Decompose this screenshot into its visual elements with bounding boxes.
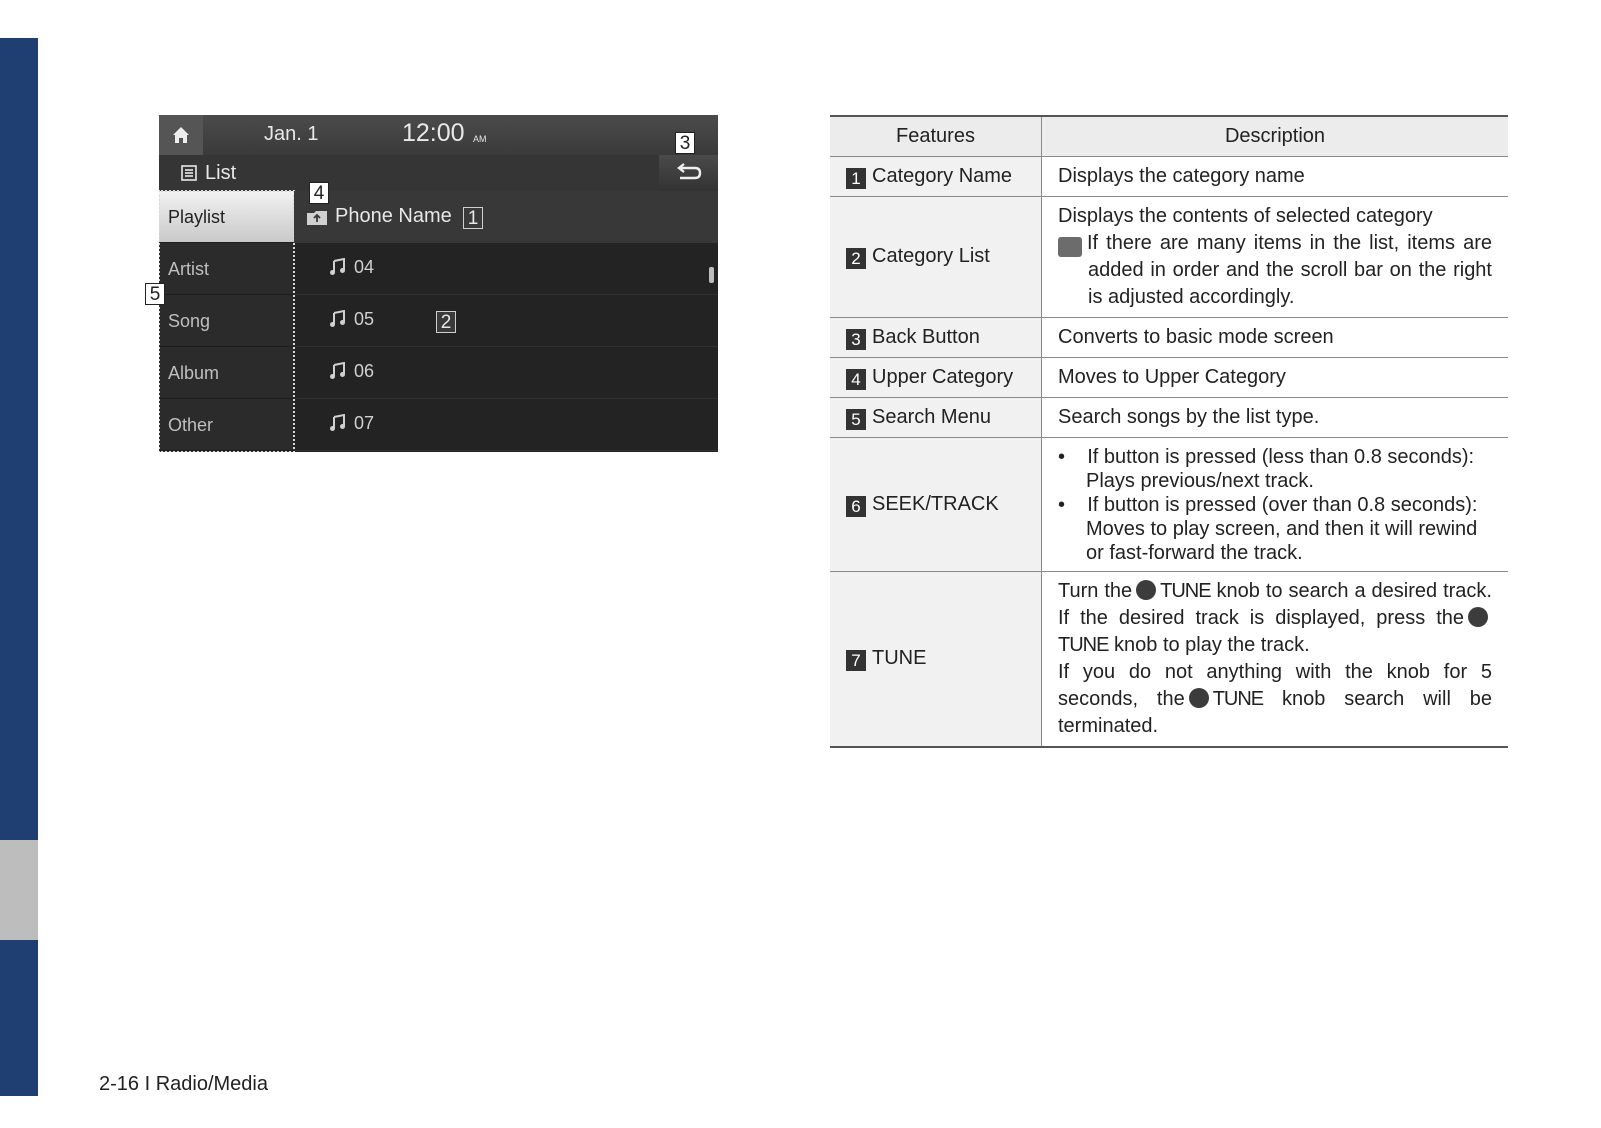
table-row <box>830 157 1508 197</box>
tune-knob-label: TUNE <box>1058 634 1109 656</box>
home-button[interactable] <box>159 115 203 155</box>
description-cell: Search songs by the list type. <box>1042 398 1509 438</box>
number-badge: 6 <box>846 496 866 517</box>
list-bar <box>159 155 718 191</box>
music-note-icon <box>329 258 347 276</box>
feature-name: SEEK/TRACK <box>872 492 999 515</box>
tune-text: knob to play the track. <box>1114 634 1310 656</box>
callout-5: 5 <box>145 283 165 305</box>
track-label: 04 <box>354 257 375 277</box>
table-row <box>830 398 1508 438</box>
callout-1: 1 <box>463 207 483 229</box>
tune-text: knob search will be terminated. <box>1058 688 1492 737</box>
feature-cell <box>830 398 1042 438</box>
music-note-icon <box>329 414 347 432</box>
description-cell <box>1042 438 1509 572</box>
feature-name: Search Menu <box>872 405 991 428</box>
feature-cell <box>830 197 1042 318</box>
feature-cell <box>830 438 1042 572</box>
category-item-artist[interactable]: Artist <box>159 243 294 295</box>
category-item-song[interactable]: Song <box>159 295 294 347</box>
track-label: 05 <box>354 309 375 329</box>
table-header-row <box>830 116 1508 157</box>
tune-knob-icon <box>1468 607 1488 627</box>
tune-text: Turn the <box>1058 580 1133 602</box>
tune-text: knob to search a desired track. If the desired track is displayed, press the <box>1058 580 1492 629</box>
description-text: Displays the contents of selected category <box>1058 205 1433 227</box>
number-badge: 1 <box>846 168 866 189</box>
bullet-text: If button is pressed (less than 0.8 seconds): Plays previous/next track. <box>1086 445 1475 492</box>
feature-name: Upper Category <box>872 365 1014 388</box>
category-item-other[interactable]: Other <box>159 399 294 451</box>
callout-4: 4 <box>309 182 329 204</box>
tune-knob-icon <box>1189 688 1209 708</box>
number-badge: 7 <box>846 650 866 671</box>
number-badge: 5 <box>846 409 866 430</box>
feature-name: TUNE <box>872 647 927 669</box>
callout-3: 3 <box>675 132 695 154</box>
back-arrow-icon <box>675 163 703 183</box>
track-item[interactable] <box>294 347 718 399</box>
scrollbar[interactable] <box>709 267 714 283</box>
category-name: Phone Name <box>335 205 452 227</box>
table-row <box>830 438 1508 572</box>
track-list <box>294 243 718 452</box>
back-button[interactable] <box>659 155 718 191</box>
home-icon <box>171 125 191 145</box>
description-cell: Displays the category name <box>1042 157 1509 197</box>
description-cell <box>1042 197 1509 318</box>
head-unit-screen <box>159 115 718 452</box>
sidebar-grey-tab <box>0 840 38 940</box>
feature-name: Category Name <box>872 164 1013 187</box>
tune-knob-label: TUNE <box>1212 688 1264 710</box>
date-display: Jan. 1 <box>264 123 319 145</box>
callout-2: 2 <box>436 311 456 333</box>
feature-cell <box>830 157 1042 197</box>
category-item-playlist[interactable]: Playlist <box>159 191 294 243</box>
feature-cell <box>830 358 1042 398</box>
status-bar <box>159 115 718 155</box>
ampm-display: AM <box>473 134 487 144</box>
bullet-item: • If button is pressed (over than 0.8 seconds): Moves to play screen, and then it will rewind or fast-forward the track. <box>1058 493 1478 564</box>
folder-header[interactable] <box>294 191 718 243</box>
time-display: 12:00 <box>402 119 465 147</box>
description-cell: Moves to Upper Category <box>1042 358 1509 398</box>
feature-cell <box>830 572 1042 748</box>
feature-name: Category List <box>872 245 990 267</box>
feature-name: Back Button <box>872 325 980 348</box>
list-icon <box>181 165 197 181</box>
description-cell: Converts to basic mode screen <box>1042 318 1509 358</box>
track-item[interactable] <box>294 295 718 347</box>
table-row <box>830 318 1508 358</box>
table-row <box>830 572 1508 748</box>
music-note-icon <box>329 310 347 328</box>
category-list <box>159 191 294 452</box>
number-badge: 4 <box>846 369 866 390</box>
info-note-text: If there are many items in the list, items are added in order and the scroll bar on the right is adjusted accordingly. <box>1087 232 1492 308</box>
features-header: Features <box>830 116 1042 157</box>
bullet-item: • If button is pressed (less than 0.8 seconds): Plays previous/next track. <box>1058 445 1475 492</box>
tune-paragraph-2 <box>1058 659 1492 740</box>
tune-knob-icon <box>1136 580 1156 600</box>
upper-folder-icon <box>306 210 328 226</box>
number-badge: 3 <box>846 329 866 350</box>
table-row <box>830 197 1508 318</box>
feature-cell <box>830 318 1042 358</box>
table-row <box>830 358 1508 398</box>
features-table <box>830 115 1508 748</box>
info-note <box>1052 230 1492 311</box>
bullet-text: If button is pressed (over than 0.8 seconds): Moves to play screen, and then it will rewind or fast-forward the track. <box>1086 493 1478 564</box>
category-item-album[interactable]: Album <box>159 347 294 399</box>
description-header: Description <box>1042 116 1509 157</box>
track-item[interactable] <box>294 243 718 295</box>
tune-text: If you do not anything with the knob for 5 seconds, the <box>1058 661 1492 710</box>
description-cell <box>1042 572 1509 748</box>
tune-paragraph-1 <box>1058 578 1492 659</box>
music-note-icon <box>329 362 347 380</box>
track-label: 07 <box>354 413 375 433</box>
track-label: 06 <box>354 361 375 381</box>
track-item[interactable] <box>294 399 718 451</box>
info-icon: i <box>1058 237 1082 257</box>
tune-knob-label: TUNE <box>1160 580 1211 602</box>
number-badge: 2 <box>846 248 866 269</box>
page-footer: 2-16 I Radio/Media <box>99 1073 268 1095</box>
list-title: List <box>205 162 237 184</box>
